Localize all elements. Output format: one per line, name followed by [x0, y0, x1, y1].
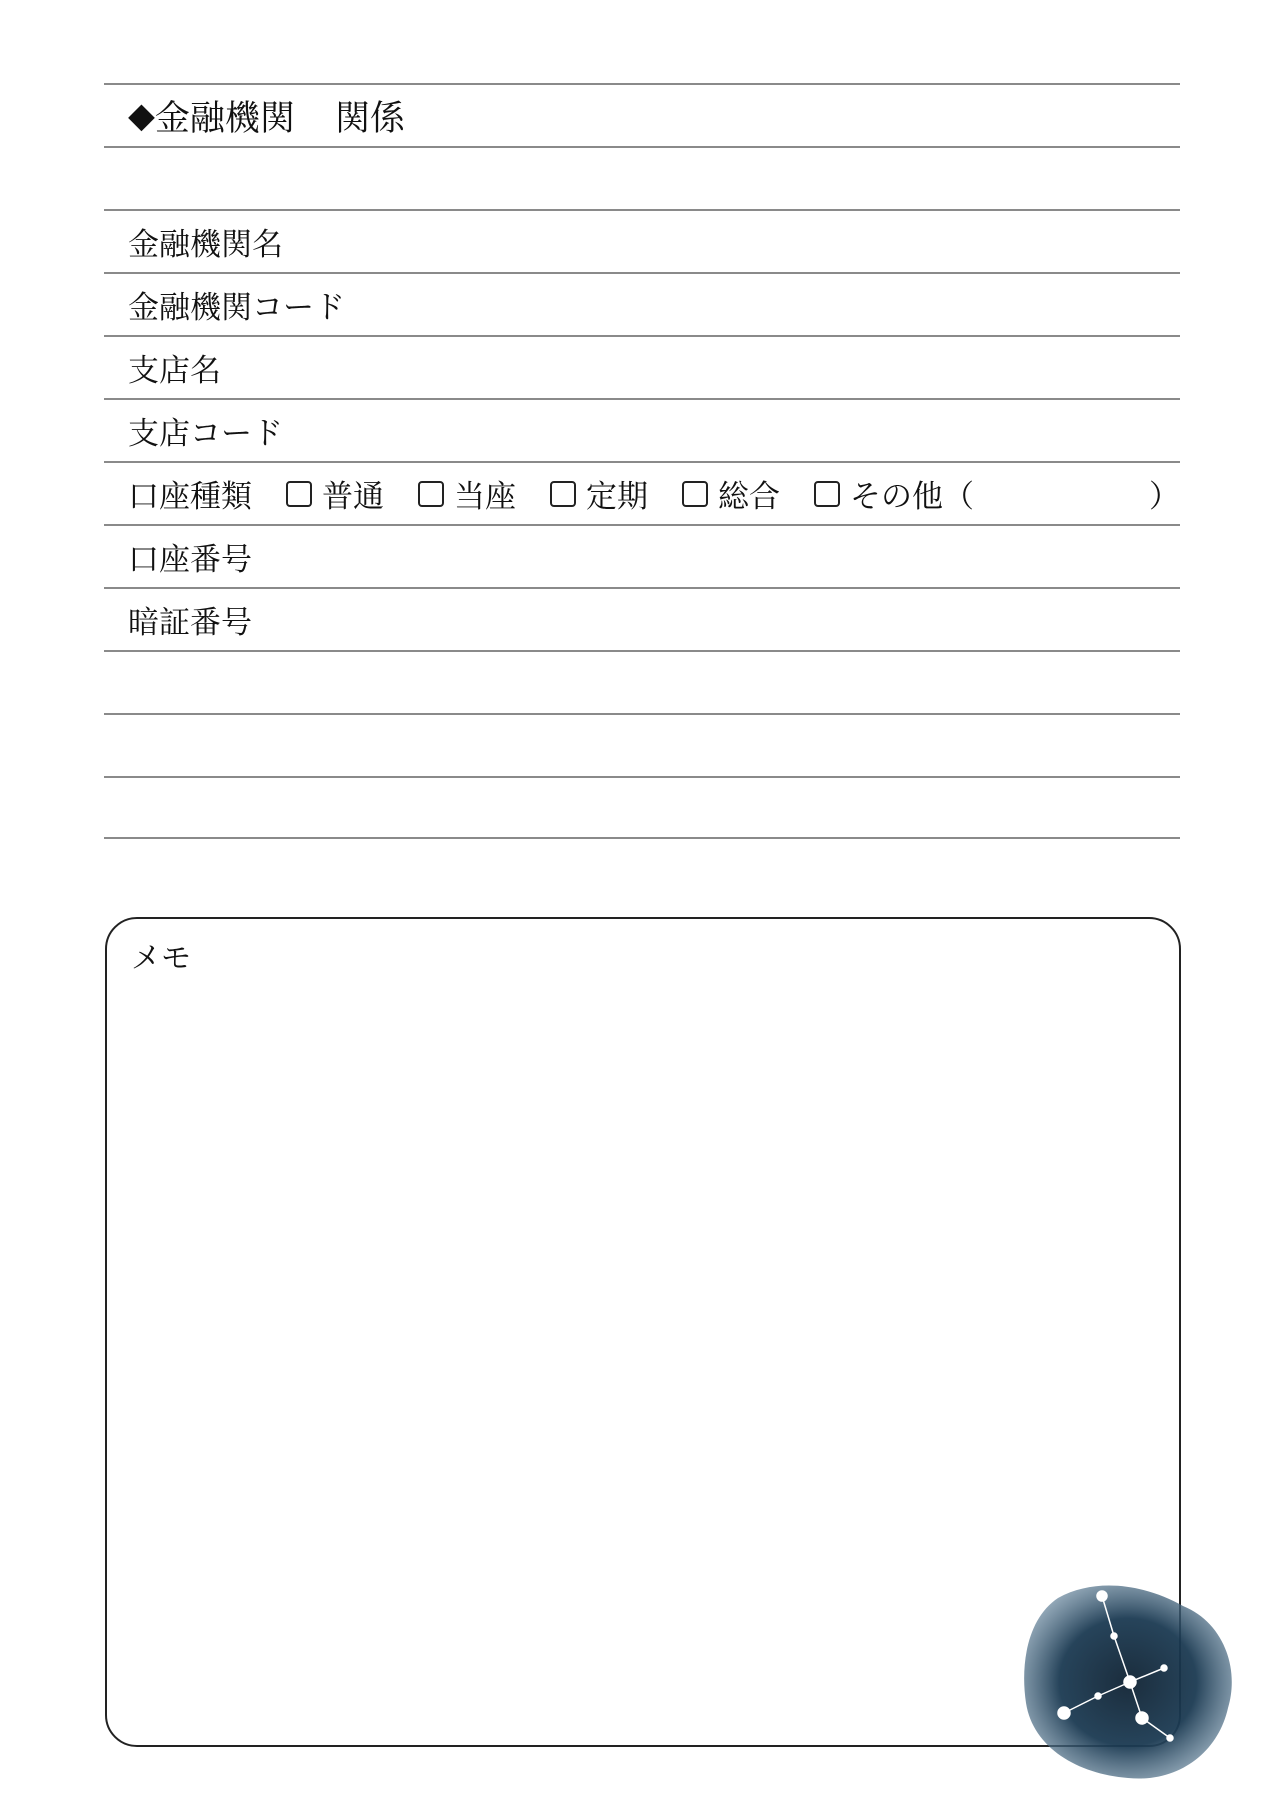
option-other-label: その他（	[850, 479, 974, 515]
bank-name-row[interactable]	[104, 209, 1180, 272]
option-other[interactable]	[814, 471, 974, 516]
account-type-row	[104, 461, 1180, 524]
section-title-part1: 金融機関	[154, 98, 295, 139]
branch-name-label: 支店名	[128, 353, 221, 389]
pin-label: 暗証番号	[128, 605, 252, 641]
option-teiki-label: 定期	[586, 479, 648, 515]
blank-row[interactable]	[104, 713, 1180, 776]
blank-row[interactable]	[104, 650, 1180, 713]
checkbox-teiki[interactable]	[550, 481, 576, 507]
bank-name-label: 金融機関名	[128, 227, 283, 263]
option-touza-label: 当座	[454, 479, 516, 515]
option-sougou-label: 総合	[718, 479, 780, 515]
blank-row[interactable]	[104, 776, 1180, 839]
option-futsu[interactable]	[286, 471, 384, 516]
checkbox-sougou[interactable]	[682, 481, 708, 507]
pin-row[interactable]	[104, 587, 1180, 650]
option-sougou[interactable]	[682, 471, 780, 516]
account-number-label: 口座番号	[128, 542, 252, 578]
checkbox-touza[interactable]	[418, 481, 444, 507]
branch-code-row[interactable]	[104, 398, 1180, 461]
branch-name-row[interactable]	[104, 335, 1180, 398]
other-close-paren: ）	[1149, 479, 1180, 515]
account-type-label: 口座種類	[128, 479, 252, 515]
option-touza[interactable]	[418, 471, 516, 516]
branch-code-label: 支店コード	[128, 416, 283, 452]
option-teiki[interactable]	[550, 471, 648, 516]
account-number-row[interactable]	[104, 524, 1180, 587]
section-title-part2: 関係	[334, 98, 405, 139]
section-title	[104, 83, 1180, 146]
bank-code-row[interactable]	[104, 272, 1180, 335]
bank-code-label: 金融機関コード	[128, 290, 345, 326]
memo-label: メモ	[131, 941, 191, 976]
checkbox-futsu[interactable]	[286, 481, 312, 507]
diamond-icon: ◆	[128, 95, 155, 136]
checkbox-other[interactable]	[814, 481, 840, 507]
option-futsu-label: 普通	[322, 479, 384, 515]
constellation-icon	[1018, 1578, 1238, 1788]
bank-info-form	[104, 83, 1180, 839]
blank-row[interactable]	[104, 146, 1180, 209]
